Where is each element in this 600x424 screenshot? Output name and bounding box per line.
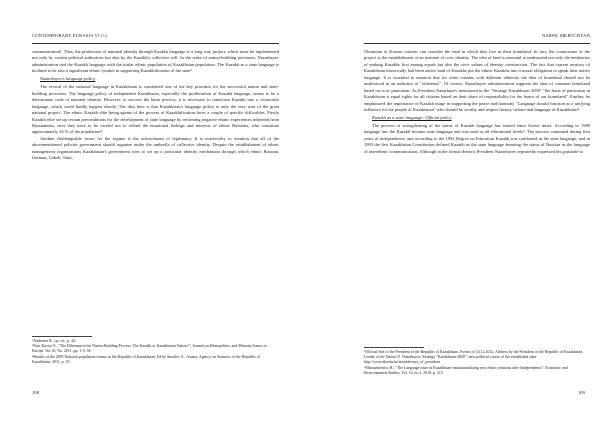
section-heading: Nazarbayev's language policy [40,76,96,82]
right-page-body [364,49,590,155]
right-page [300,0,600,424]
left-page-body [32,49,279,162]
footnote-rule [32,336,92,337]
paragraph: Another challengeable factor for the regime is the achievement of legitimacy. It is noteworthy to mention that all of the abovementioned policies government should organize under the umbrella of collective identity. Despite the establishment of ethnic management organizations Kazakhstan's government tries to set up a particular identity mechanism through which ethnic Russian, German, Uzbek, Tatar, [32,135,279,161]
paragraph: The process of strengthening of the status of Kazakh language has started since Soviet times. According to 1989 language law the Kazakh became state language and was used at all educational levels⁶. The process continued during first years of independence, and according to the 1992 Degree on Education Kazakh was confirmed as the state language, and in 1993 the first Kazakhstan Constitution defined Kazakh as the state language denoting the status of Russian as the language of interethnic communication. Although in the formal rhetoric President Nazarbayev repeatedly expressed his gratitude to [364,122,590,154]
section-heading: Kazakh as a state language: Official policy [372,115,452,121]
running-head-left: CONTEMPORARY EURASIA VI (1) [32,33,279,44]
running-head-right: NAREK MKRTCHYAN [364,33,590,44]
footnote: ²Andersen B., op. cit., p. 44. [32,339,76,343]
page-number-left: 108 [32,390,39,395]
paragraph: The revival of the national language in Kazakhstan is considered one of the key priorities for the successful nation and state-building processes. The language policy of independent Kazakhstan, especially the proliferation of Kazakh language, seems to be a determinate code of national identity. However, to success the latter process, it is necessary to transform Kazakh into a vernacular language, which could hardly happen shortly. The idea here is that Kazakhstan's language policy is only the very start of the great national project. The ethnic Kazakh elite being agents of the process of Kazakhification faces a couple of specific difficulties. Firstly Kazakh elite set up certain preconditions for the development of state language by reforming negative ethnic experiences inherited from Russianness, next they have to be careful not to offend the emotional feelings and interests of ethnic Russians, who constitute approximately 24 % of the population⁴. [32,84,279,135]
footnote: ³Nurr Kavisi O., "The Dilemma in the Nation-Building Process: The Kazakh or Kazakhstani Nation?", Journal on Ethnopolitics and Minority Issues in Europe, Vol 10, No. 2011, pp. 1-3, 58. [32,344,267,354]
footnote: ⁶Matuszkiewicz R., "The Language issue in Kazakhstan-institutionalizing new ethnic relations after Independence", Economic and Environmental Studies, Vol. 10, no 2, 2010, p. 215. [364,365,568,375]
footnote: ⁵Official Site of the President of the Republic of Kazakhstan, Events of 14.12.2012, Address by the President of the Republic of Kazakhstan, Leader of the Nation N. Nazarbayev, Strategy "Kazakhstan-2050": new political course of the established state http://www.akorda.kz/en/addresses_of_president [364,350,584,365]
footnote: ⁴Results of the 2009 National population census in the Republic of Kazakhstan, Ed by Smailov A., Astana: Agency on Statistics of the Republic of Kazakhstan, 2011, p. 19. [32,354,261,364]
paragraph: Ukrainian or Korean citizens can consider the land in which they live as their homeland. In fact, the cornerstone of the project is the establishment of an institute of civic identity. The idea of land is essential to understand not only the tendencies of making Kazakhs first among equals but also the civic values of identity construction. The fact that current territory of Kazakhstan historically had been native land of Kazakhs put the ethnic Kazakhs into a moral obligation to speak their native language. It is essential to mention that for other citizens with different ethnicity the idea of homeland should not be understood in an indicator of "otherness". Of course, Nazarbayev administration supports the idea of common homeland based on civic patriotism. As President Nazarbayev mentioned in the "Strategy Kazakhstan 2050" "the basis of patriotism in Kazakhstan is equal rights for all citizens based on their share of responsibility for the honor of our homeland". Further, he emphasized the importance of Kazakh usage in supporting the peace and harmony "Language should function as a unifying influence for the people of Kazakhstan" who should be worthy and respect history culture and language of Kazakhstan⁵. [364,49,590,113]
paragraph: communication². Thus, the production of national identity through Kazakh language is a long way project, which must be implemented not only by certain political authorities but also by the Kazakh's collective will. In the wake of nation-building processes, Nazarbayev administration tied the Kazakh language with the titular ethnic population of Kazakhstan population. The Kazakh as a state language is inclined to be also a significant ethnic symbol in supporting Kazakhification of the state³. [32,49,279,74]
footnote-rule [364,347,424,348]
footnotes-left [32,339,279,365]
page-number-right: 109 [578,390,585,395]
footnotes-right [364,350,590,376]
